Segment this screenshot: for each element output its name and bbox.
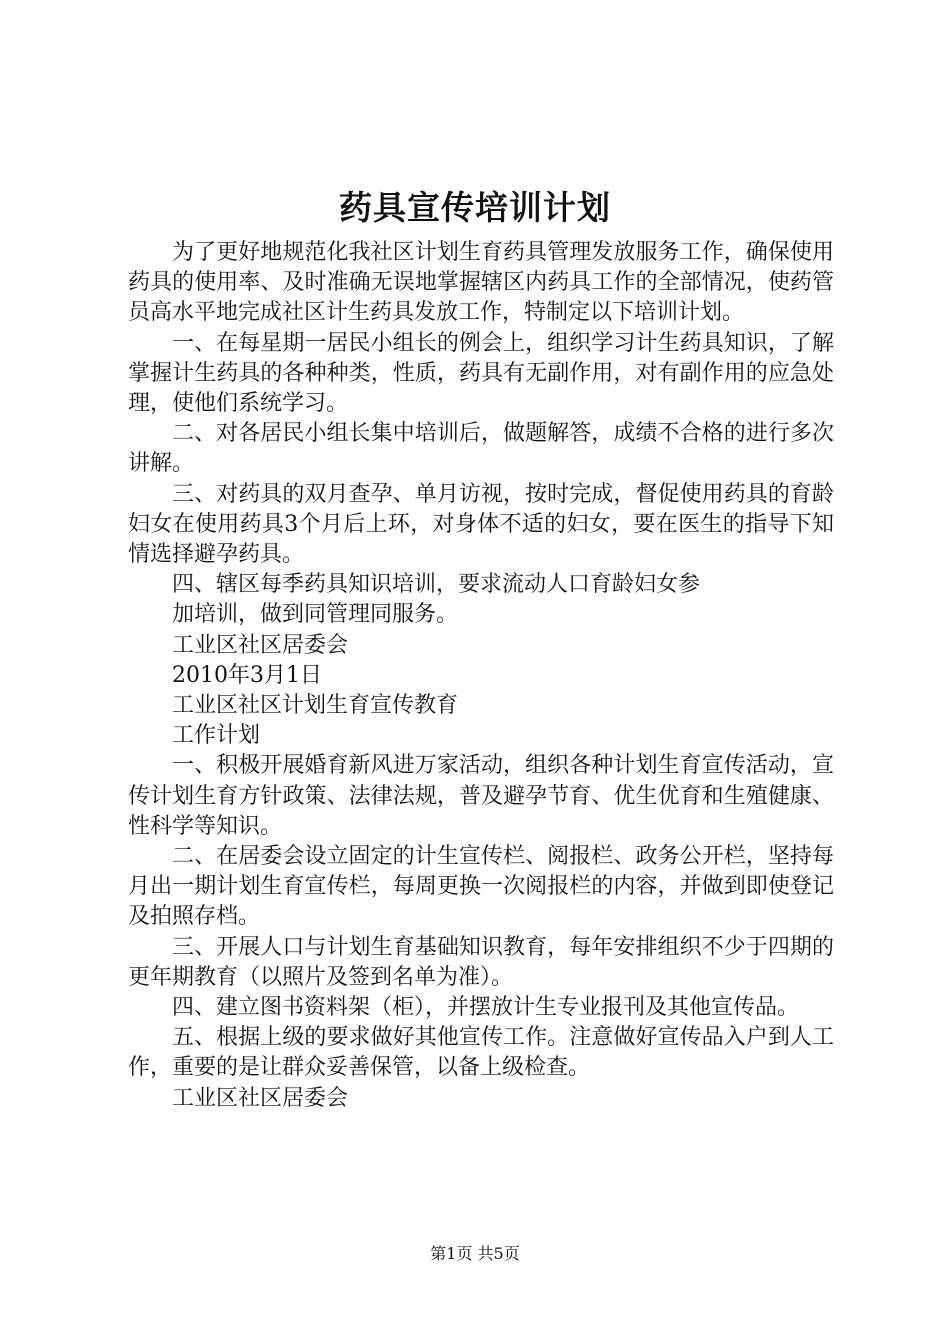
section-heading-line-1: 工业区社区计划生育宣传教育 [172,693,459,719]
work-item-4: 四、建立图书资料架（柜），并摆放计生专业报刊及其他宣传品。 [172,995,800,1021]
document-body [128,238,834,1114]
signature-date: 2010年3月1日 [172,662,322,688]
training-item-4: 四、辖区每季药具知识培训，要求流动人口育龄妇女参 [172,572,701,598]
training-item-2: 二、对各居民小组长集中培训后，做题解答，成绩不合格的进行多次讲解。 [128,421,834,477]
training-item-4-continued: 加培训，做到同管理同服务。 [172,602,459,628]
signature-committee: 工业区社区居委会 [172,632,349,658]
training-item-1: 一、在每星期一居民小组长的例会上，组织学习计生药具知识，了解掌握计生药具的各种种类，性质，药具有无副作用，对有副作用的应急处理，使他们系统学习。 [128,330,834,417]
work-item-2: 二、在居委会设立固定的计生宣传栏、阅报栏、政务公开栏，坚持每月出一期计划生育宣传栏，每周更换一次阅报栏的内容，并做到即使登记及拍照存档。 [128,844,834,930]
section-heading-line-2: 工作计划 [172,723,261,749]
work-item-3: 三、开展人口与计划生育基础知识教育，每年安排组织不少于四期的更年期教育（以照片及签到名单为准）。 [128,934,834,990]
work-item-5: 五、根据上级的要求做好其他宣传工作。注意做好宣传品入户到人工作，重要的是让群众妥善保管，以备上级检查。 [128,1025,834,1081]
training-item-3: 三、对药具的双月查孕、单月访视，按时完成，督促使用药具的育龄妇女在使用药具3个月后上环，对身体不适的妇女，要在医生的指导下知情选择避孕药具。 [128,481,834,568]
page-number-footer: 第1页 共5页 [430,1244,520,1263]
work-item-1: 一、积极开展婚育新风进万家活动，组织各种计划生育宣传活动，宣传计划生育方针政策、法律法规，普及避孕节育、优生优育和生殖健康、性科学等知识。 [128,753,834,839]
intro-paragraph: 为了更好地规范化我社区计划生育药具管理发放服务工作，确保使用药具的使用率、及时准确无误地掌握辖区内药具工作的全部情况，使药管员高水平地完成社区计生药具发放工作，特制定以下培训计划。 [128,240,834,326]
document-title: 药具宣传培训计划 [339,188,611,227]
closing-signature-committee: 工业区社区居委会 [172,1085,349,1111]
